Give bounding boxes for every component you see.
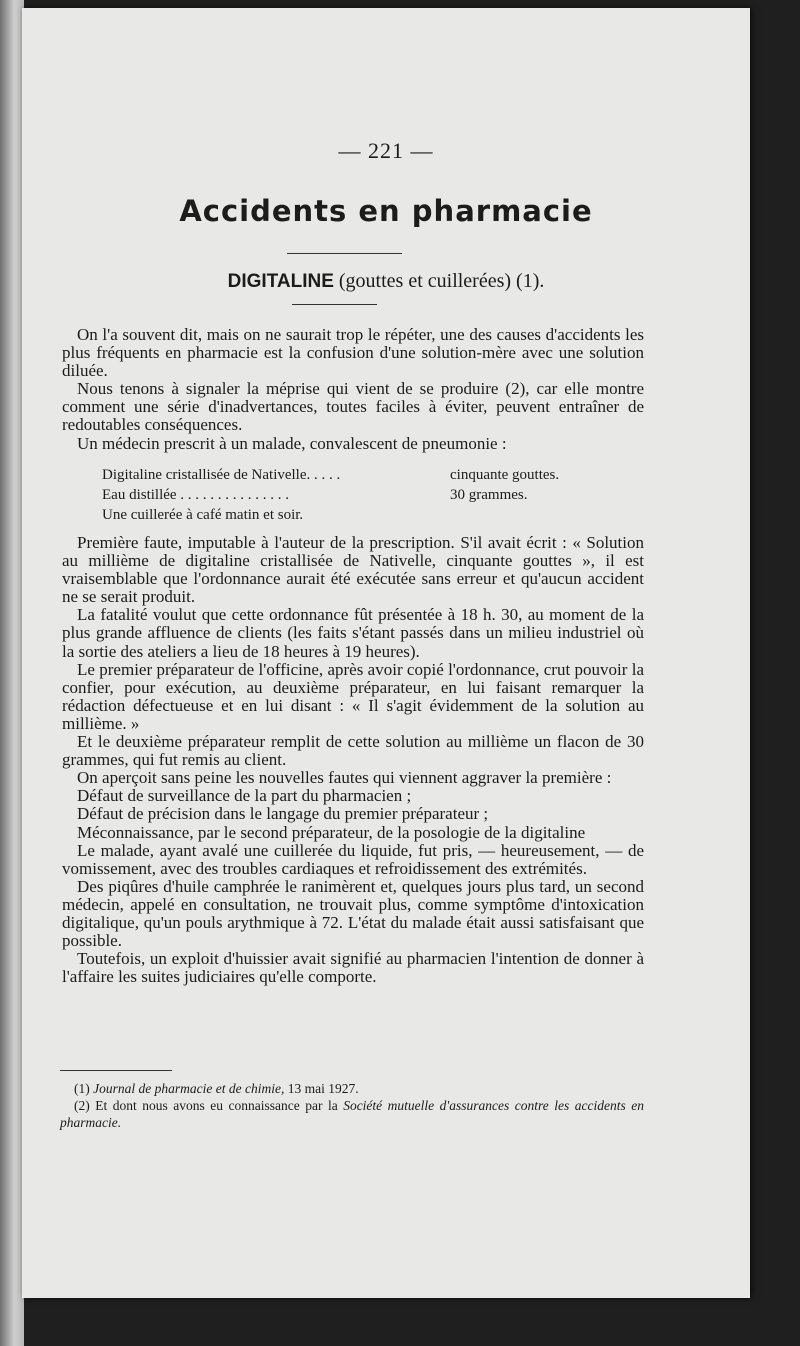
body-text-intro (62, 326, 644, 453)
footnote-source: Journal de pharmacie et de chimie, (93, 1081, 285, 1096)
book-page (22, 8, 750, 1298)
footnote-1 (60, 1080, 644, 1097)
paragraph: Défaut de surveillance de la part du pharmacien ; (77, 786, 412, 806)
paragraph: Toutefois, un exploit d'huissier avait signifié au pharmacien l'intention de donner à l'affaire les suites judiciaires qu'elle comporte. (62, 949, 644, 987)
prescription (102, 465, 622, 525)
paragraph: Le premier préparateur de l'officine, après avoir copié l'ordonnance, crut pouvoir la confier, pour exécution, au deuxième préparateur, en lui faisant remarquer la rédaction défectueuse et en lui disant : « Il s'agit évidemment de la solution au millième. » (62, 659, 644, 733)
body-text-main (62, 534, 644, 986)
paragraph: Le malade, ayant avalé une cuillerée du liquide, fut pris, — heureusement, — de vomissement, avec des troubles cardiaques et refroidissement des extrémités. (62, 840, 644, 878)
article-subtitle (22, 270, 750, 293)
adjacent-page-edge (0, 0, 24, 1346)
subtitle-rule (292, 304, 377, 305)
footnote-rule (60, 1070, 172, 1071)
paragraph: On aperçoit sans peine les nouvelles fautes qui viennent aggraver la première : (77, 768, 612, 788)
title-rule (287, 253, 402, 254)
paragraph: On l'a souvent dit, mais on ne saurait trop le répéter, une des causes d'accidents les plus fréquents en pharmacie est la confusion d'une solution-mère avec une solution diluée. (62, 325, 644, 381)
footnote-text: Et dont nous avons eu connaissance par la (95, 1098, 338, 1113)
paragraph: La fatalité voulut que cette ordonnance fût présentée à 18 h. 30, au moment de la plus grande affluence de clients (les faits s'étant passés dans un milieu industriel où la sortie des ateliers a lieu de 18 heures à 19 heures). (62, 605, 644, 661)
footnote-date: 13 mai 1927. (287, 1081, 359, 1096)
paragraph: Nous tenons à signaler la méprise qui vient de se produire (2), car elle montre comment une série d'inadvertances, toutes faciles à éviter, peuvent entraîner de redoutables conséquences. (62, 379, 644, 435)
footnote-mark: (1) (74, 1081, 90, 1096)
prescription-line (102, 485, 622, 505)
prescription-item: Digitaline cristallisée de Nativelle. . . . . (102, 467, 341, 483)
paragraph: Et le deuxième préparateur remplit de cette solution au millième un flacon de 30 grammes, qui fut remis au client. (62, 732, 644, 770)
footnote-source: Société mutuelle d'assurances contre les accidents en pharmacie. (60, 1098, 644, 1130)
prescription-quantity: 30 grammes. (450, 487, 528, 503)
subtitle-rest: (gouttes et cuillerées) (1). (338, 270, 545, 292)
prescription-line (102, 505, 622, 525)
footnote-2 (60, 1097, 644, 1131)
footnotes (60, 1080, 644, 1131)
prescription-quantity: cinquante gouttes. (450, 467, 560, 483)
prescription-item: Eau distillée . . . . . . . . . . . . . . . (102, 487, 290, 503)
paragraph: Méconnaissance, par le second préparateur, de la posologie de la digitaline (77, 822, 586, 842)
footnote-mark: (2) (74, 1098, 90, 1113)
article-title: Accidents en pharmacie (179, 194, 593, 228)
paragraph: Défaut de précision dans le langage du premier préparateur ; (77, 804, 489, 824)
subtitle-caps: DIGITALINE (227, 271, 334, 292)
prescription-line (102, 465, 622, 485)
paragraph: Des piqûres d'huile camphrée le ranimèrent et, quelques jours plus tard, un second médecin, appelé en consultation, ne trouvait plus, comme symptôme d'intoxication digitalique, qu'un pouls arythmique à 72. L'état du malade était aussi satisfaisant que possible. (62, 876, 644, 951)
page-number: — 221 — (338, 138, 434, 163)
prescription-dosage: Une cuillerée à café matin et soir. (102, 507, 304, 523)
paragraph: Première faute, imputable à l'auteur de la prescription. S'il avait écrit : « Solution au millième de digitaline cristallisée de Nativelle, cinquante gouttes », il est vraisemblable que l'ordonnance aurait été exécutée sans erreur et qu'aucun accident ne se serait produit. (62, 533, 644, 607)
paragraph: Un médecin prescrit à un malade, convalescent de pneumonie : (77, 433, 507, 453)
